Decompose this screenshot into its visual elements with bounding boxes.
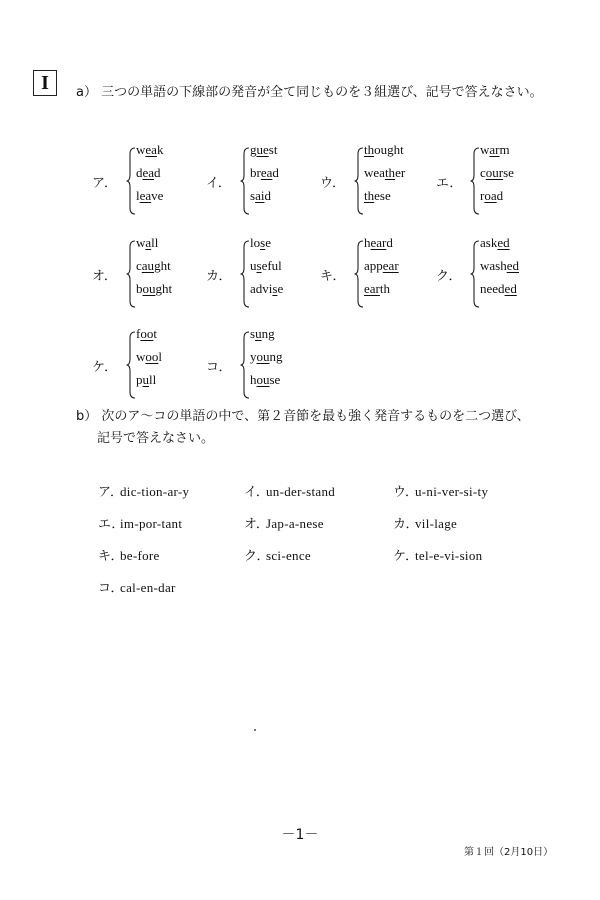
word-part: c (136, 258, 142, 273)
word-underlined-part: u (255, 326, 262, 341)
word-part: ve (151, 188, 164, 203)
word-part: w (136, 235, 146, 250)
group-label: エ． (436, 176, 463, 191)
option-item (244, 545, 311, 564)
word-part: se (503, 165, 514, 180)
word-part: d (272, 165, 279, 180)
word-underlined-part: th (384, 165, 396, 180)
session-note: 第１回（2月10日） (464, 847, 554, 858)
word-part: d (496, 188, 504, 203)
word (136, 277, 172, 300)
word (250, 138, 279, 161)
word (364, 138, 405, 161)
section-number-box (33, 70, 57, 96)
word (364, 254, 399, 277)
word-part: br (250, 165, 261, 180)
word-part: w (136, 349, 146, 364)
word-underlined-part: a (145, 235, 152, 250)
word-part: eful (261, 258, 282, 273)
word-part: lo (250, 235, 261, 250)
word (364, 184, 405, 207)
curly-brace-icon (354, 146, 364, 216)
group-label: カ． (206, 269, 232, 284)
word (136, 231, 172, 254)
section-number: I (41, 71, 49, 94)
curly-brace-icon (354, 239, 364, 309)
word (136, 368, 162, 391)
word-underlined-part: ed (506, 258, 519, 273)
word-underlined-part: ed (504, 281, 517, 296)
group-words (250, 138, 279, 207)
option-label: オ． (244, 517, 269, 532)
word-underlined-part: oa (484, 188, 497, 203)
stray-dot (254, 729, 256, 731)
word-part: b (136, 281, 143, 296)
word (250, 254, 283, 277)
group-words (136, 231, 172, 300)
option-word: un-der-stand (266, 484, 336, 499)
word-underlined-part: ed (497, 235, 510, 250)
word-part: d (154, 165, 161, 180)
option-item (393, 513, 457, 532)
word-underlined-part: ea (260, 165, 273, 180)
word-part: l (158, 349, 163, 364)
word-part: y (250, 349, 257, 364)
group-label: イ． (206, 176, 231, 191)
word (136, 184, 163, 207)
word-underlined-part: ear (364, 281, 380, 296)
word-part: d (264, 188, 271, 203)
group-label: コ． (206, 360, 232, 375)
word-part: er (395, 165, 406, 180)
group-label: ケ． (92, 360, 118, 375)
word (480, 184, 514, 207)
curly-brace-icon (126, 146, 136, 216)
word-underlined-part: ear (370, 235, 387, 250)
word (136, 254, 172, 277)
curly-brace-icon (126, 239, 136, 309)
word-underlined-part: ea (145, 142, 157, 157)
word (250, 161, 279, 184)
word-part: c (480, 165, 486, 180)
word (480, 254, 519, 277)
word-part: ese (374, 188, 391, 203)
word-underlined-part: s (272, 281, 278, 296)
option-word: cal-en-dar (120, 580, 176, 595)
group-words (480, 231, 519, 300)
word (364, 161, 405, 184)
word-underlined-part: our (485, 165, 504, 180)
word-part: s (250, 326, 256, 341)
group-words (136, 322, 162, 391)
word-part: t (153, 326, 157, 341)
word-part: ght (155, 281, 173, 296)
word-underlined-part: th (364, 142, 375, 157)
option-item (244, 481, 335, 500)
word-part: p (136, 372, 143, 387)
word (480, 161, 514, 184)
group-label: オ． (92, 269, 117, 284)
option-item (98, 513, 182, 532)
word-part: e (277, 281, 284, 296)
part-a-instruction (76, 82, 543, 104)
word-underlined-part: oo (145, 349, 159, 364)
word-part: th (379, 281, 390, 296)
option-label: ア． (98, 485, 123, 500)
word (250, 184, 279, 207)
word-part: u (250, 258, 257, 273)
word-underlined-part: ear (382, 258, 399, 273)
word-part: ll (151, 235, 159, 250)
word-part: f (136, 326, 141, 341)
part-a-instruction-text: 三つの単語の下線部の発音が全て同じものを３組選び、記号で答えなさい。 (101, 85, 543, 100)
word-part: ng (261, 326, 275, 341)
option-item (98, 577, 176, 596)
part-b-instruction-line1 (76, 406, 530, 428)
curly-brace-icon (240, 239, 250, 309)
word-part: ought (374, 142, 404, 157)
option-word: sci-ence (266, 548, 311, 563)
word (250, 277, 283, 300)
option-label: ウ． (393, 485, 418, 500)
word-underlined-part: u (142, 372, 149, 387)
word-underlined-part: ue (256, 142, 269, 157)
option-item (98, 481, 189, 500)
word-part: h (250, 372, 257, 387)
option-item (98, 545, 160, 564)
curly-brace-icon (240, 330, 250, 400)
word (136, 161, 163, 184)
group-words (250, 322, 283, 391)
word (480, 231, 519, 254)
option-label: コ． (98, 581, 124, 596)
word-part: st (268, 142, 278, 157)
group-words (364, 231, 399, 300)
option-label: キ． (98, 549, 124, 564)
option-item (393, 545, 482, 564)
word-underlined-part: ou (256, 349, 270, 364)
word-part: wea (364, 165, 385, 180)
word-part: need (480, 281, 505, 296)
option-word: be-fore (120, 548, 160, 563)
word-underlined-part: ea (139, 188, 152, 203)
word (250, 322, 283, 345)
option-word: vil-lage (415, 516, 458, 531)
word-part: d (136, 165, 143, 180)
word-underlined-part: ai (255, 188, 265, 203)
word (136, 138, 163, 161)
word (364, 231, 399, 254)
word (250, 368, 283, 391)
group-label: ア． (92, 176, 117, 191)
option-word: u-ni-ver-si-ty (415, 484, 489, 499)
curly-brace-icon (470, 239, 480, 309)
word-underlined-part: oo (140, 326, 154, 341)
word-underlined-part: ea (142, 165, 155, 180)
word-underlined-part: s (256, 258, 262, 273)
option-word: im-por-tant (120, 516, 183, 531)
word-part: r (480, 188, 485, 203)
word-underlined-part: th (364, 188, 375, 203)
word-part: advi (250, 281, 273, 296)
word (480, 277, 519, 300)
part-b-label: b） (76, 409, 98, 424)
option-label: イ． (244, 485, 269, 500)
curly-brace-icon (240, 146, 250, 216)
option-item (244, 513, 324, 532)
word-part: ll (149, 372, 157, 387)
part-a-label: a） (76, 85, 97, 100)
word-part: w (480, 142, 490, 157)
group-words (364, 138, 405, 207)
word (136, 322, 162, 345)
word-part: wash (480, 258, 507, 273)
word-part: d (386, 235, 393, 250)
curly-brace-icon (126, 330, 136, 400)
word-underlined-part: ou (256, 372, 270, 387)
word-part: k (156, 142, 164, 157)
group-label: キ． (320, 269, 346, 284)
group-words (250, 231, 283, 300)
word-part: ght (154, 258, 171, 273)
word-part: l (136, 188, 140, 203)
word-part: s (250, 188, 256, 203)
word-part: h (364, 235, 371, 250)
word-part: se (269, 372, 281, 387)
word-part: app (364, 258, 383, 273)
word-underlined-part: ar (489, 142, 500, 157)
group-words (136, 138, 163, 207)
option-word: Jap-a-nese (266, 516, 324, 531)
group-label: ク． (436, 269, 462, 284)
part-b-instruction-line2: 記号で答えなさい。 (97, 431, 215, 446)
group-label: ウ． (320, 176, 345, 191)
word (364, 277, 399, 300)
word-underlined-part: au (141, 258, 155, 273)
word (136, 345, 162, 368)
option-label: ク． (244, 549, 270, 564)
option-label: エ． (98, 517, 125, 532)
word-part: w (136, 142, 146, 157)
word-part: e (265, 235, 271, 250)
option-label: ケ． (393, 549, 419, 564)
word-part: ng (269, 349, 283, 364)
group-words (480, 138, 514, 207)
option-word: dic-tion-ar-y (120, 484, 190, 499)
option-item (393, 481, 488, 500)
curly-brace-icon (470, 146, 480, 216)
word-underlined-part: ou (142, 281, 156, 296)
option-label: カ． (393, 517, 419, 532)
word (250, 231, 283, 254)
part-b-instruction-text: 次のア～コの単語の中で、第２音節を最も強く発音するものを二つ選び、 (101, 409, 530, 424)
word-underlined-part: s (260, 235, 266, 250)
word (250, 345, 283, 368)
word-part: ask (480, 235, 498, 250)
page-number: －1－ (281, 827, 319, 843)
option-word: tel-e-vi-sion (415, 548, 483, 563)
word-part: m (499, 142, 510, 157)
word-part: g (250, 142, 257, 157)
word (480, 138, 514, 161)
